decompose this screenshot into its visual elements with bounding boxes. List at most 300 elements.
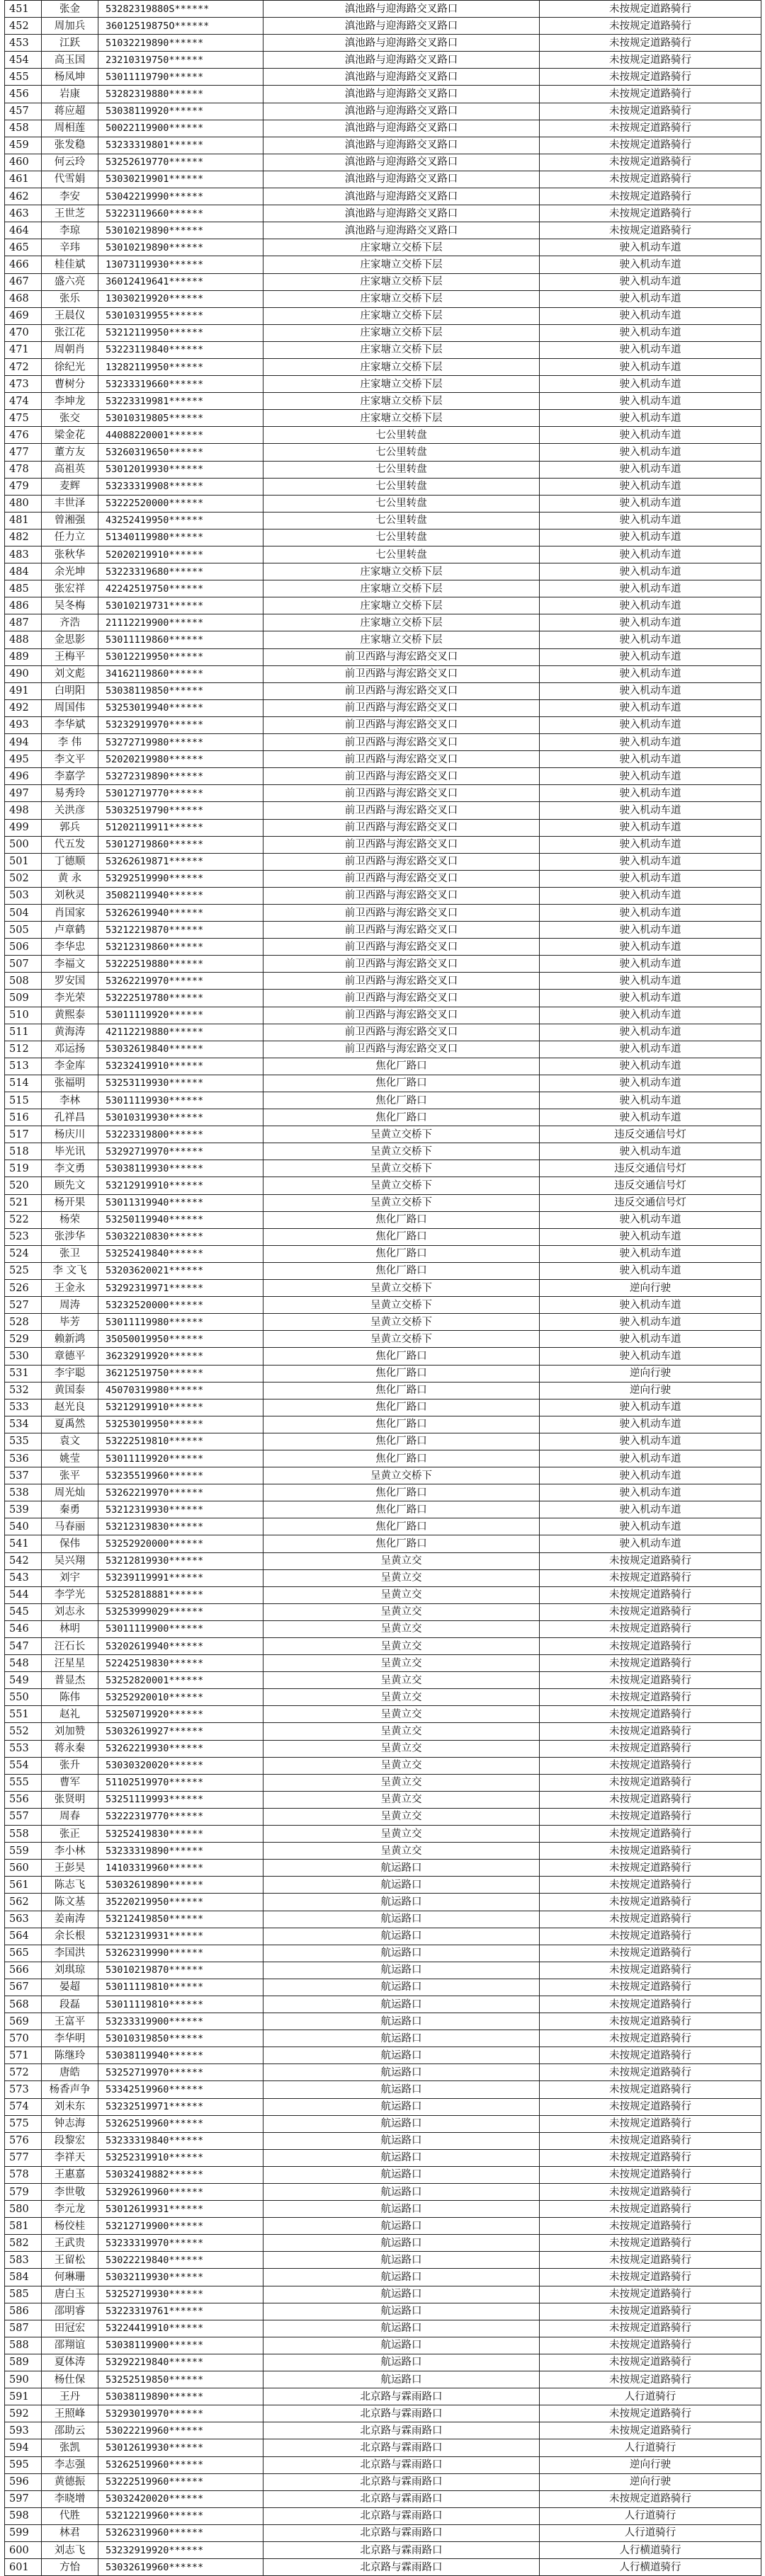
id-number: 36012419641******	[98, 273, 264, 290]
id-number: 53011119860******	[98, 631, 264, 648]
location: 呈黄立交桥下	[264, 1314, 540, 1331]
person-name: 邵助云	[42, 2422, 98, 2439]
location: 庄家塘立交桥下层	[264, 273, 540, 290]
id-number: 53223119840******	[98, 341, 264, 358]
violation-type: 驶入机动车道	[540, 410, 761, 427]
violation-type: 未按规定道路骑行	[540, 86, 761, 103]
row-number: 505	[5, 922, 42, 939]
violation-type: 驶入机动车道	[540, 1109, 761, 1126]
location: 前卫西路与海宏路交叉口	[264, 904, 540, 921]
id-number: 35050019950******	[98, 1331, 264, 1348]
person-name: 易秀玲	[42, 785, 98, 802]
person-name: 李 伟	[42, 734, 98, 751]
row-number: 499	[5, 819, 42, 836]
person-name: 张秋华	[42, 546, 98, 563]
row-number: 581	[5, 2218, 42, 2235]
table-row	[5, 1382, 761, 1399]
location: 北京路与霖雨路口	[264, 2439, 540, 2456]
table-row	[5, 2184, 761, 2201]
table-row	[5, 2371, 761, 2388]
person-name: 周涛	[42, 1297, 98, 1314]
table-row	[5, 887, 761, 904]
id-number: 53292219840******	[98, 2354, 264, 2371]
location: 北京路与霖雨路口	[264, 2524, 540, 2541]
location: 焦化厂路口	[264, 1262, 540, 1279]
table-row	[5, 2115, 761, 2132]
id-number: 53223319680******	[98, 563, 264, 580]
location: 北京路与霖雨路口	[264, 2559, 540, 2576]
person-name: 张乐	[42, 290, 98, 307]
person-name: 李坤龙	[42, 393, 98, 410]
table-row	[5, 580, 761, 597]
table-row	[5, 1041, 761, 1058]
id-number: 53212319830******	[98, 1518, 264, 1535]
violation-type: 驶入机动车道	[540, 529, 761, 546]
row-number: 475	[5, 410, 42, 427]
id-number: 52020219910******	[98, 546, 264, 563]
id-number: 44088220001******	[98, 427, 264, 444]
violation-type: 未按规定道路骑行	[540, 2320, 761, 2337]
violation-type: 未按规定道路骑行	[540, 2201, 761, 2218]
id-number: 53222519880******	[98, 956, 264, 973]
person-name: 盛六亮	[42, 273, 98, 290]
table-row	[5, 1603, 761, 1620]
table-row	[5, 2388, 761, 2405]
location: 呈黄立交桥下	[264, 1280, 540, 1297]
person-name: 钟志海	[42, 2115, 98, 2132]
id-number: 53212719900******	[98, 2218, 264, 2235]
location: 庄家塘立交桥下层	[264, 376, 540, 393]
id-number: 53032419882******	[98, 2166, 264, 2183]
row-number: 536	[5, 1450, 42, 1467]
table-row	[5, 376, 761, 393]
id-number: 53011119920******	[98, 1450, 264, 1467]
table-row	[5, 358, 761, 375]
person-name: 丁德顺	[42, 853, 98, 870]
violation-type: 驶入机动车道	[540, 648, 761, 665]
table-row	[5, 2490, 761, 2507]
table-row	[5, 1928, 761, 1945]
location: 呈黄立交	[264, 1552, 540, 1569]
id-number: 53262219970******	[98, 973, 264, 990]
location: 航运路口	[264, 2354, 540, 2371]
id-number: 53223319981******	[98, 393, 264, 410]
person-name: 李志强	[42, 2456, 98, 2473]
violation-type: 未按规定道路骑行	[540, 2098, 761, 2115]
table-row	[5, 393, 761, 410]
table-row	[5, 1348, 761, 1365]
id-number: 53253019950******	[98, 1416, 264, 1433]
id-number: 53010219890******	[98, 222, 264, 239]
table-row	[5, 529, 761, 546]
person-name: 赵礼	[42, 1706, 98, 1723]
row-number: 479	[5, 478, 42, 495]
person-name: 周朝肖	[42, 341, 98, 358]
violation-type: 驶入机动车道	[540, 1092, 761, 1109]
person-name: 刘志永	[42, 1603, 98, 1620]
location: 庄家塘立交桥下层	[264, 563, 540, 580]
person-name: 王武贵	[42, 2235, 98, 2252]
id-number: 53262519960******	[98, 2115, 264, 2132]
person-name: 李祥天	[42, 2149, 98, 2166]
table-row	[5, 1399, 761, 1416]
row-number: 452	[5, 18, 42, 35]
violation-type: 未按规定道路骑行	[540, 1740, 761, 1757]
violation-type: 人行道骑行	[540, 2507, 761, 2524]
id-number: 45070319980******	[98, 1382, 264, 1399]
violation-type: 驶入机动车道	[540, 699, 761, 716]
table-row	[5, 1518, 761, 1535]
id-number: 53012719860******	[98, 836, 264, 853]
row-number: 462	[5, 188, 42, 205]
location: 航运路口	[264, 2098, 540, 2115]
location: 北京路与霖雨路口	[264, 2541, 540, 2558]
location: 航运路口	[264, 2337, 540, 2354]
location: 呈黄立交	[264, 1740, 540, 1757]
id-number: 14103319960******	[98, 1860, 264, 1877]
person-name: 秦勇	[42, 1501, 98, 1518]
id-number: 51102519970******	[98, 1774, 264, 1791]
person-name: 赵光良	[42, 1399, 98, 1416]
table-row	[5, 597, 761, 614]
id-number: 53252619770******	[98, 154, 264, 171]
row-number: 561	[5, 1877, 42, 1894]
person-name: 周加兵	[42, 18, 98, 35]
id-number: 53212319930******	[98, 1501, 264, 1518]
row-number: 470	[5, 324, 42, 341]
row-number: 547	[5, 1638, 42, 1655]
violation-type: 未按规定道路骑行	[540, 1, 761, 18]
row-number: 587	[5, 2320, 42, 2337]
location: 焦化厂路口	[264, 1211, 540, 1228]
row-number: 600	[5, 2541, 42, 2558]
id-number: 35220219950******	[98, 1894, 264, 1911]
location: 航运路口	[264, 2081, 540, 2098]
violation-type: 驶入机动车道	[540, 1143, 761, 1160]
table-row	[5, 2030, 761, 2047]
id-number: 36232919920******	[98, 1348, 264, 1365]
id-number: 35082119940******	[98, 887, 264, 904]
person-name: 黄德振	[42, 2473, 98, 2490]
person-name: 罗安国	[42, 973, 98, 990]
row-number: 513	[5, 1058, 42, 1075]
table-row	[5, 1894, 761, 1911]
row-number: 478	[5, 461, 42, 478]
table-row	[5, 1911, 761, 1928]
location: 焦化厂路口	[264, 1433, 540, 1450]
row-number: 589	[5, 2354, 42, 2371]
person-name: 姚莹	[42, 1450, 98, 1467]
violation-type: 未按规定道路骑行	[540, 52, 761, 69]
person-name: 邵明睿	[42, 2303, 98, 2320]
violation-type: 驶入机动车道	[540, 1262, 761, 1279]
id-number: 53224419910******	[98, 2320, 264, 2337]
violation-type: 驶入机动车道	[540, 665, 761, 682]
row-number: 573	[5, 2081, 42, 2098]
table-row	[5, 1774, 761, 1791]
table-row	[5, 2320, 761, 2337]
row-number: 500	[5, 836, 42, 853]
table-row	[5, 1552, 761, 1569]
violation-type: 驶入机动车道	[540, 1535, 761, 1552]
violation-type: 未按规定道路骑行	[540, 2269, 761, 2286]
id-number: 53222520000******	[98, 495, 264, 512]
row-number: 528	[5, 1314, 42, 1331]
table-row	[5, 341, 761, 358]
table-row	[5, 239, 761, 256]
location: 呈黄立交	[264, 1826, 540, 1843]
person-name: 李 文飞	[42, 1262, 98, 1279]
violation-type: 驶入机动车道	[540, 1331, 761, 1348]
location: 航运路口	[264, 2013, 540, 2030]
id-number: 53042219990******	[98, 188, 264, 205]
table-row	[5, 1501, 761, 1518]
id-number: 53262319990******	[98, 1945, 264, 1962]
row-number: 460	[5, 154, 42, 171]
id-number: 53012619930******	[98, 2439, 264, 2456]
violation-type: 未按规定道路骑行	[540, 2218, 761, 2235]
violation-type: 未按规定道路骑行	[540, 1655, 761, 1672]
person-name: 孔祥昌	[42, 1109, 98, 1126]
row-number: 467	[5, 273, 42, 290]
location: 滇池路与迎海路交叉路口	[264, 188, 540, 205]
location: 庄家塘立交桥下层	[264, 256, 540, 273]
id-number: 53282319880******	[98, 86, 264, 103]
id-number: 53282319880S******	[98, 1, 264, 18]
violation-type: 未按规定道路骑行	[540, 1689, 761, 1706]
person-name: 周相莲	[42, 120, 98, 137]
row-number: 543	[5, 1569, 42, 1586]
location: 呈黄立交	[264, 1638, 540, 1655]
id-number: 53011119900******	[98, 1620, 264, 1637]
table-row	[5, 324, 761, 341]
violation-type: 人行道骑行	[540, 2524, 761, 2541]
violation-type: 未按规定道路骑行	[540, 1996, 761, 2013]
violation-type: 未按规定道路骑行	[540, 1826, 761, 1843]
violation-type: 未按规定道路骑行	[540, 188, 761, 205]
person-name: 任力立	[42, 529, 98, 546]
row-number: 510	[5, 1007, 42, 1024]
location: 滇池路与迎海路交叉路口	[264, 137, 540, 154]
violation-type: 人行道骑行	[540, 2388, 761, 2405]
id-number: 53223119660******	[98, 205, 264, 222]
location: 航运路口	[264, 2303, 540, 2320]
id-number: 53212319860******	[98, 939, 264, 956]
id-number: 53010319805******	[98, 410, 264, 427]
id-number: 53222519810******	[98, 1433, 264, 1450]
person-name: 蒋永秦	[42, 1740, 98, 1757]
person-name: 李文平	[42, 751, 98, 768]
person-name: 陈志飞	[42, 1877, 98, 1894]
id-number: 53212219960******	[98, 2507, 264, 2524]
row-number: 507	[5, 956, 42, 973]
location: 前卫西路与海宏路交叉口	[264, 853, 540, 870]
row-number: 593	[5, 2422, 42, 2439]
row-number: 545	[5, 1603, 42, 1620]
location: 航运路口	[264, 1928, 540, 1945]
violation-type: 驶入机动车道	[540, 887, 761, 904]
id-number: 53011119810******	[98, 1996, 264, 2013]
row-number: 451	[5, 1, 42, 18]
person-name: 何云玲	[42, 154, 98, 171]
violation-type: 驶入机动车道	[540, 376, 761, 393]
person-name: 岩康	[42, 86, 98, 103]
row-number: 601	[5, 2559, 42, 2576]
table-row	[5, 1826, 761, 1843]
table-row	[5, 2235, 761, 2252]
row-number: 489	[5, 648, 42, 665]
id-number: 53233319890******	[98, 1843, 264, 1860]
id-number: 53222319770******	[98, 1808, 264, 1825]
id-number: 53212319931******	[98, 1928, 264, 1945]
person-name: 张平	[42, 1467, 98, 1484]
violation-type: 未按规定道路骑行	[540, 137, 761, 154]
id-number: 53012719770******	[98, 785, 264, 802]
location: 焦化厂路口	[264, 1075, 540, 1092]
person-name: 金思影	[42, 631, 98, 648]
location: 滇池路与迎海路交叉路口	[264, 52, 540, 69]
id-number: 53011119790******	[98, 69, 264, 86]
row-number: 522	[5, 1211, 42, 1228]
id-number: 13073119930******	[98, 256, 264, 273]
violation-type: 未按规定道路骑行	[540, 1569, 761, 1586]
row-number: 525	[5, 1262, 42, 1279]
violation-type: 未按规定道路骑行	[540, 120, 761, 137]
table-row	[5, 2354, 761, 2371]
person-name: 段磊	[42, 1996, 98, 2013]
id-number: 53032420020******	[98, 2490, 264, 2507]
location: 航运路口	[264, 2132, 540, 2149]
person-name: 代雪娟	[42, 171, 98, 188]
person-name: 李元龙	[42, 2201, 98, 2218]
location: 前卫西路与海宏路交叉口	[264, 990, 540, 1007]
table-row	[5, 1007, 761, 1024]
location: 呈黄立交	[264, 1774, 540, 1791]
person-name: 王晨仪	[42, 307, 98, 324]
id-number: 53233319660******	[98, 376, 264, 393]
location: 呈黄立交桥下	[264, 1467, 540, 1484]
table-row	[5, 1433, 761, 1450]
id-number: 53030219901******	[98, 171, 264, 188]
row-number: 562	[5, 1894, 42, 1911]
person-name: 杨佼桂	[42, 2218, 98, 2235]
id-number: 53012219950******	[98, 648, 264, 665]
table-row	[5, 461, 761, 478]
violation-type: 驶入机动车道	[540, 512, 761, 529]
violation-type: 驶入机动车道	[540, 1041, 761, 1058]
table-row	[5, 973, 761, 990]
location: 呈黄立交	[264, 1843, 540, 1860]
violation-type: 未按规定道路骑行	[540, 1672, 761, 1689]
violation-type: 驶入机动车道	[540, 1399, 761, 1416]
row-number: 537	[5, 1467, 42, 1484]
violation-type: 未按规定道路骑行	[540, 1757, 761, 1774]
row-number: 555	[5, 1774, 42, 1791]
violation-type: 违反交通信号灯	[540, 1177, 761, 1194]
id-number: 36012519875O******	[98, 18, 264, 35]
table-row	[5, 171, 761, 188]
row-number: 459	[5, 137, 42, 154]
person-name: 刘秋灵	[42, 887, 98, 904]
violation-type: 驶入机动车道	[540, 563, 761, 580]
location: 庄家塘立交桥下层	[264, 239, 540, 256]
table-row	[5, 495, 761, 512]
row-number: 465	[5, 239, 42, 256]
table-row	[5, 1297, 761, 1314]
location: 庄家塘立交桥下层	[264, 307, 540, 324]
violation-type: 驶入机动车道	[540, 597, 761, 614]
row-number: 514	[5, 1075, 42, 1092]
violation-type: 未按规定道路骑行	[540, 1808, 761, 1825]
id-number: 53253999029******	[98, 1603, 264, 1620]
violation-type: 驶入机动车道	[540, 1433, 761, 1450]
location: 庄家塘立交桥下层	[264, 631, 540, 648]
id-number: 53232520000******	[98, 1297, 264, 1314]
table-row	[5, 785, 761, 802]
violation-type: 逆向行驶	[540, 1365, 761, 1382]
violation-type: 驶入机动车道	[540, 393, 761, 410]
row-number: 586	[5, 2303, 42, 2320]
row-number: 523	[5, 1228, 42, 1245]
person-name: 李华斌	[42, 716, 98, 733]
violation-type: 驶入机动车道	[540, 1467, 761, 1484]
person-name: 李嘉学	[42, 768, 98, 785]
violation-type: 未按规定道路骑行	[540, 1791, 761, 1808]
violation-type: 驶入机动车道	[540, 1024, 761, 1041]
table-row	[5, 1535, 761, 1552]
person-name: 徐纪光	[42, 358, 98, 375]
row-number: 492	[5, 699, 42, 716]
table-row	[5, 2337, 761, 2354]
id-number: 53011119920******	[98, 1007, 264, 1024]
location: 焦化厂路口	[264, 1382, 540, 1399]
person-name: 杨开果	[42, 1194, 98, 1211]
row-number: 544	[5, 1586, 42, 1603]
violation-type: 人行道骑行	[540, 2439, 761, 2456]
row-number: 530	[5, 1348, 42, 1365]
table-row	[5, 1706, 761, 1723]
violation-type: 驶入机动车道	[540, 546, 761, 563]
location: 滇池路与迎海路交叉路口	[264, 18, 540, 35]
person-name: 王世芝	[42, 205, 98, 222]
violation-type: 驶入机动车道	[540, 358, 761, 375]
row-number: 477	[5, 444, 42, 461]
table-row	[5, 1672, 761, 1689]
id-number: 53233319840******	[98, 2132, 264, 2149]
row-number: 509	[5, 990, 42, 1007]
table-row	[5, 2303, 761, 2320]
location: 焦化厂路口	[264, 1228, 540, 1245]
violation-type: 未按规定道路骑行	[540, 35, 761, 52]
table-row	[5, 2252, 761, 2269]
location: 前卫西路与海宏路交叉口	[264, 956, 540, 973]
person-name: 代五发	[42, 836, 98, 853]
person-name: 李华忠	[42, 939, 98, 956]
row-number: 577	[5, 2149, 42, 2166]
person-name: 何琳珊	[42, 2269, 98, 2286]
person-name: 杨庆川	[42, 1126, 98, 1143]
violation-type: 驶入机动车道	[540, 904, 761, 921]
location: 航运路口	[264, 2269, 540, 2286]
row-number: 511	[5, 1024, 42, 1041]
id-number: 53011319940******	[98, 1194, 264, 1211]
table-row	[5, 1740, 761, 1757]
row-number: 494	[5, 734, 42, 751]
location: 前卫西路与海宏路交叉口	[264, 751, 540, 768]
person-name: 刘志飞	[42, 2541, 98, 2558]
id-number: 53232419910******	[98, 1058, 264, 1075]
person-name: 杨仕保	[42, 2371, 98, 2388]
